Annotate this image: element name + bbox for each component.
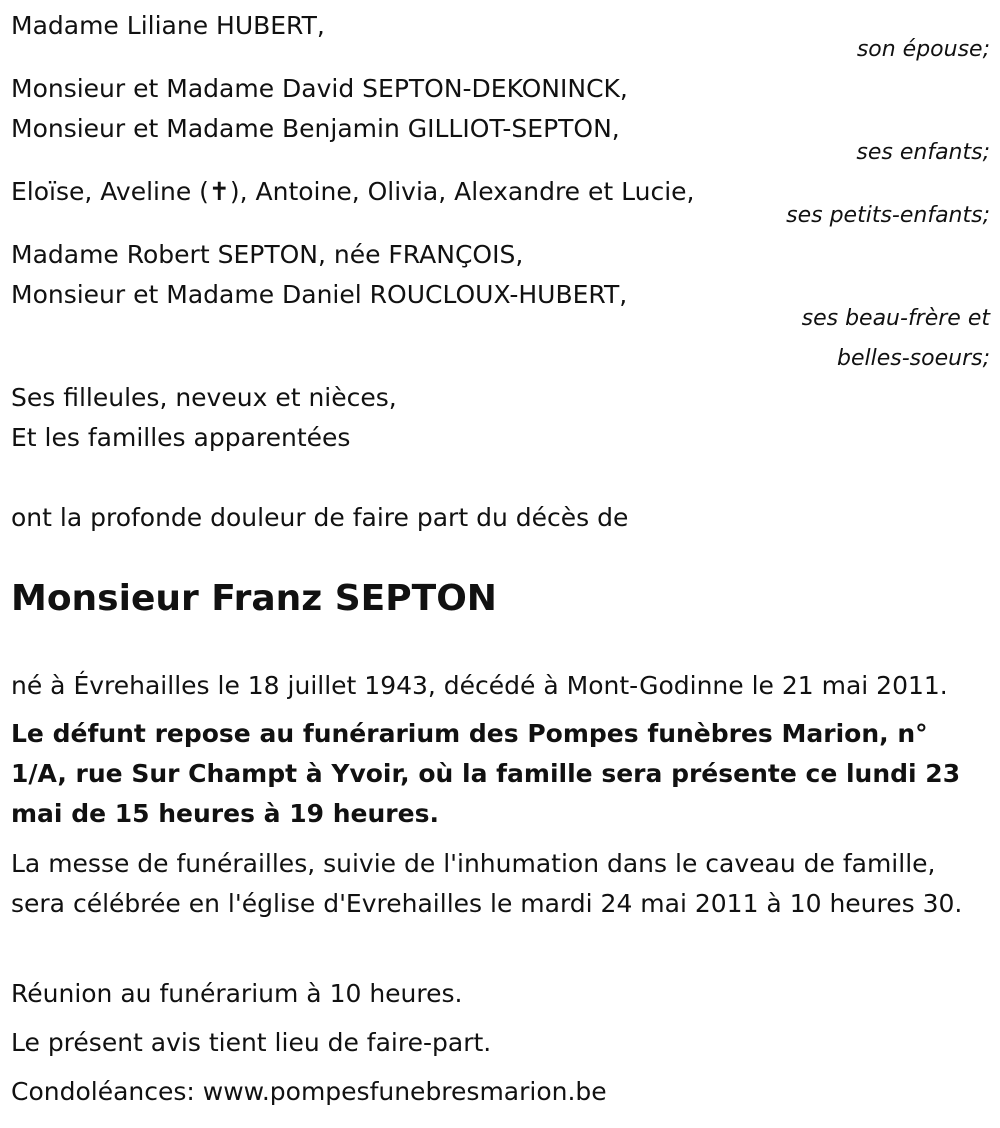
birth-death: né à Évrehailles le 18 juillet 1943, décédé à Mont-Godinne le 21 mai 2011. — [11, 671, 948, 700]
funeral: La messe de funérailles, suivie de l'inhumation dans le caveau de famille, sera célébrée en l'église d'Evrehailles le mardi 24 mai 2011 à 10 heures 30. — [11, 849, 963, 918]
announcement: ont la profonde douleur de faire part du décès de — [11, 503, 629, 532]
meeting: Réunion au funérarium à 10 heures. — [11, 979, 463, 1008]
children-role: ses enfants; — [856, 140, 990, 165]
in-laws-role-line1: ses beau-frère et — [801, 306, 990, 331]
condolences — [11, 1072, 986, 1112]
deceased-name: Monsieur Franz SEPTON — [11, 578, 497, 619]
child-2: Monsieur et Madame Benjamin GILLIOT-SEPTON, — [11, 114, 620, 143]
grandchildren: Eloïse, Aveline (✝), Antoine, Olivia, Alexandre et Lucie, — [11, 177, 695, 206]
grandchildren-role: ses petits-enfants; — [786, 203, 990, 228]
in-law-2: Monsieur et Madame Daniel ROUCLOUX-HUBERT, — [11, 280, 628, 309]
notice: Le présent avis tient lieu de faire-part. — [11, 1028, 492, 1057]
visitation: Le défunt repose au funérarium des Pompes funèbres Marion, n° 1/A, rue Sur Champt à Yvoir, où la famille sera présente ce lundi 23 mai de 15 heures à 19 heures. — [11, 719, 961, 828]
in-law-1: Madame Robert SEPTON, née FRANÇOIS, — [11, 240, 524, 269]
other-relatives-1: Ses filleules, neveux et nièces, — [11, 383, 397, 412]
spouse-role: son épouse; — [856, 37, 990, 62]
condolences-link[interactable]: www.pompesfunebresmarion.be — [202, 1077, 607, 1106]
spouse-name: Madame Liliane HUBERT, — [11, 11, 325, 40]
condolences-label: Condoléances: — [11, 1077, 195, 1106]
in-laws-role-line2: belles-soeurs; — [837, 346, 990, 371]
other-relatives-2: Et les familles apparentées — [11, 423, 351, 452]
child-1: Monsieur et Madame David SEPTON-DEKONINCK, — [11, 74, 628, 103]
